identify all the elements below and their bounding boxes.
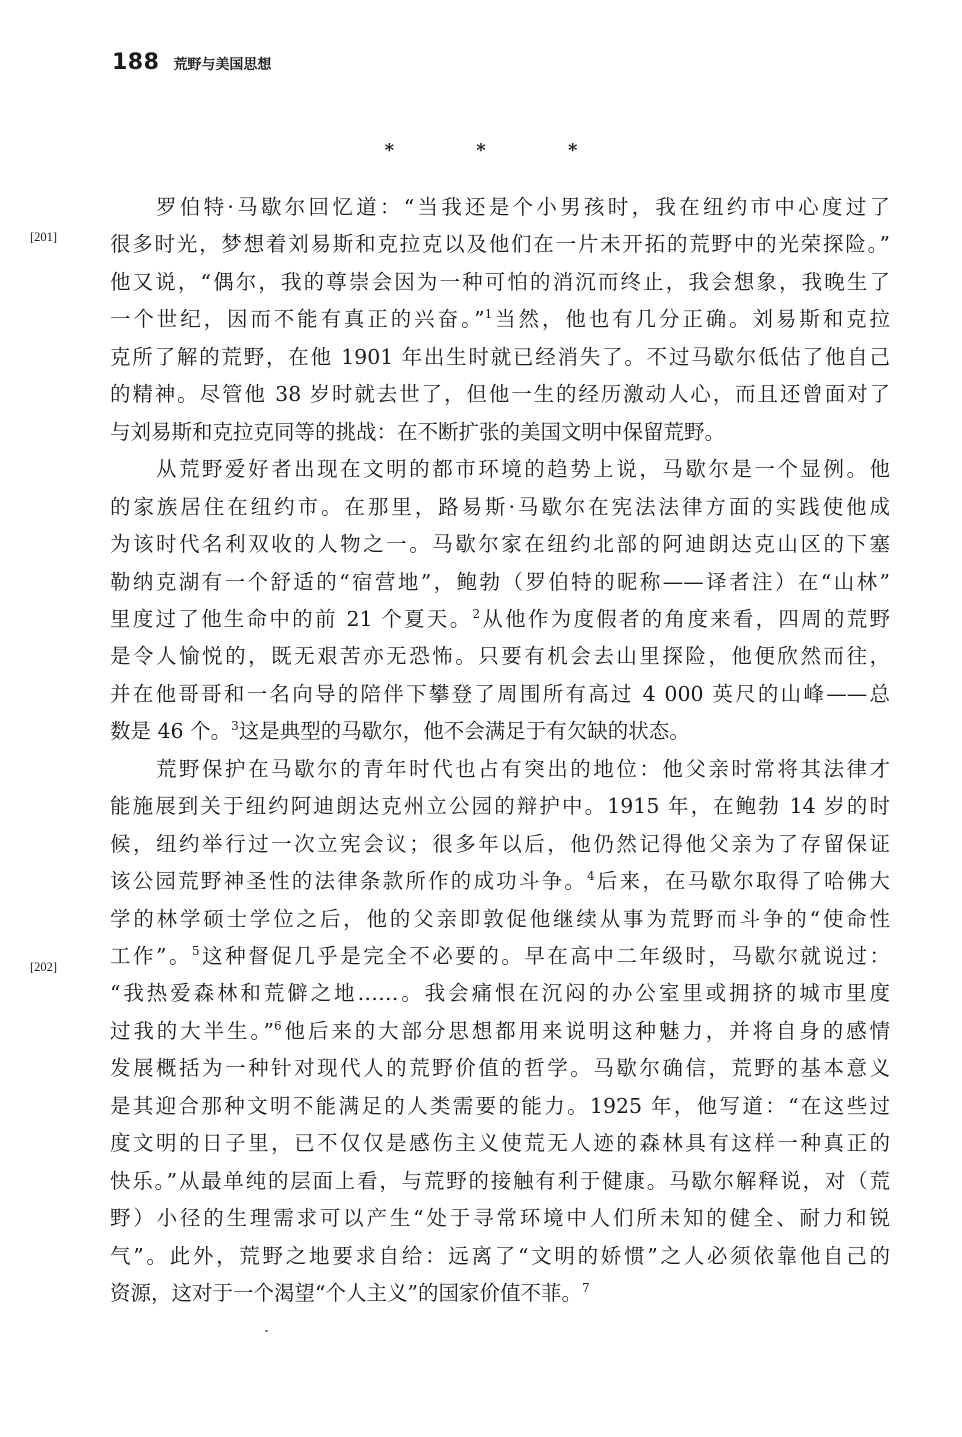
text-line — [110, 1051, 890, 1085]
line-text: 野）小径的生理需求可以产生“处于寻常环境中人们所未知的健全、耐力和锐 — [110, 1206, 890, 1231]
text-line — [110, 976, 890, 1010]
line-text: 该公园荒野神圣性的法律条款所作的成功斗争。 — [110, 869, 588, 894]
text-line — [110, 265, 890, 299]
line-text: 是其迎合那种文明不能满足的人类需要的能力。1925 年，他写道：“在这些过 — [110, 1093, 890, 1118]
line-text: 候，纽约举行过一次立宪会议；很多年以后，他仍然记得他父亲为了存留保证 — [110, 831, 890, 856]
page-header — [112, 50, 271, 75]
footnote-marker: 1 — [484, 307, 493, 322]
line-text-continued: 这种督促几乎是完全不必要的。早在高中二年级时，马歇尔就说过： — [199, 944, 891, 968]
line-text: “我热爱森林和荒僻之地……。我会痛恨在沉闷的办公室里或拥挤的城市里度 — [110, 981, 890, 1006]
line-text: 学的林学硕士学位之后，他的父亲即敦促他继续从事为荒野而斗争的“使命性 — [110, 906, 890, 931]
line-text: 一个世纪，因而不能有真正的兴奋。” — [110, 307, 485, 332]
line-text: 荒野保护在马歇尔的青年时代也占有突出的地位：他父亲时常将其法律才 — [156, 756, 890, 781]
margin-reference-201: [201] — [30, 230, 58, 244]
line-text: 度文明的日子里，已不仅仅是感伤主义使荒无人迹的森林具有这样一种真正的 — [110, 1131, 890, 1156]
running-title: 荒野与美国思想 — [173, 57, 272, 73]
text-line — [110, 1239, 890, 1273]
line-text-continued: 他后来的大部分思想都用来说明这种魅力，并将自身的感情 — [281, 1018, 890, 1043]
page-speck — [265, 1330, 268, 1332]
text-line — [110, 1089, 890, 1123]
line-text: 的精神。尽管他 38 岁时就去世了，但他一生的经历激动人心，而且还曾面对了 — [110, 382, 890, 407]
footnote-marker: 4 — [587, 869, 595, 884]
line-text-continued: 后来，在马歇尔取得了哈佛大 — [594, 869, 891, 894]
text-line — [110, 302, 890, 336]
text-line — [110, 490, 890, 524]
text-line — [110, 340, 890, 374]
line-text: 克所了解的荒野，在他 1901 年出生时就已经消失了。不过马歇尔低估了他自己 — [110, 344, 890, 369]
line-text: 的家族居住在纽约市。在那里，路易斯·马歇尔在宪法法律方面的实践使他成 — [110, 494, 890, 519]
line-text: 罗伯特·马歇尔回忆道：“当我还是个小男孩时，我在纽约市中心度过了 — [156, 195, 890, 219]
text-line — [156, 752, 890, 786]
line-text: 他又说，“偶尔，我的尊崇会因为一种可怕的消沉而终止，我会想象，我晚生了 — [110, 269, 890, 294]
line-text: 过我的大半生。” — [110, 1018, 275, 1043]
line-text: 并在他哥哥和一名向导的陪伴下攀登了周围所有高过 4 000 英尺的山峰——总 — [110, 681, 890, 706]
page-number: 188 — [112, 50, 160, 75]
text-line — [110, 1201, 890, 1235]
text-line — [110, 639, 890, 673]
text-line — [110, 1276, 590, 1310]
margin-reference-202: [202] — [30, 960, 58, 974]
line-text: 很多时光，梦想着刘易斯和克拉克以及他们在一片未开拓的荒野中的光荣探险。” — [110, 232, 890, 257]
footnote-marker: 5 — [192, 944, 200, 959]
text-line — [110, 864, 890, 898]
footnote-marker: 7 — [581, 1281, 590, 1296]
text-line — [110, 415, 725, 449]
text-line — [110, 902, 890, 936]
line-text: 从荒野爱好者出现在文明的都市环境的趋势上说，马歇尔是一个显例。他 — [156, 457, 890, 482]
text-line — [110, 227, 890, 261]
line-text-continued: 这是典型的马歇尔，他不会满足于有欠缺的状态。 — [238, 719, 690, 744]
line-text: 发展概括为一种针对现代人的荒野价值的哲学。马歇尔确信，荒野的基本意义 — [110, 1056, 890, 1081]
line-text: 里度过了他生命中的前 21 个夏天。 — [110, 606, 473, 631]
text-line — [156, 190, 890, 224]
text-line — [110, 939, 890, 973]
text-line — [110, 1126, 890, 1160]
text-line — [110, 1164, 890, 1198]
text-line — [110, 677, 890, 711]
section-separator: * * * — [384, 140, 616, 161]
line-text: 能施展到关于纽约阿迪朗达克州立公园的辩护中。1915 年，在鲍勃 14 岁的时 — [110, 794, 890, 819]
text-line — [110, 827, 890, 861]
text-line — [110, 377, 890, 411]
text-line — [110, 527, 890, 561]
line-text: 勒纳克湖有一个舒适的“宿营地”，鲍勃（罗伯特的昵称——译者注）在“山林” — [110, 569, 890, 594]
text-line — [110, 789, 890, 823]
text-line — [110, 565, 890, 599]
line-text: 工作”。 — [110, 944, 193, 968]
text-line — [110, 1014, 890, 1048]
line-text: 快乐。”从最单纯的层面上看，与荒野的接触有利于健康。马歇尔解释说，对（荒 — [110, 1168, 890, 1193]
text-line — [110, 602, 890, 636]
text-line — [110, 714, 690, 748]
footnote-marker: 2 — [472, 607, 481, 622]
line-text: 与刘易斯和克拉克同等的挑战：在不断扩张的美国文明中保留荒野。 — [110, 419, 725, 444]
footnote-marker: 6 — [274, 1019, 282, 1034]
line-text-continued: 当然，他也有几分正确。刘易斯和克拉 — [492, 307, 890, 332]
line-text: 数是 46 个。 — [110, 719, 232, 744]
line-text: 为该时代名利双收的人物之一。马歇尔家在纽约北部的阿迪朗达克山区的下塞 — [110, 532, 890, 557]
line-text-continued: 从他作为度假者的角度来看，四周的荒野 — [480, 606, 890, 631]
line-text: 资源，这对于一个渴望“个人主义”的国家价值不菲。 — [110, 1281, 582, 1306]
text-line — [156, 452, 890, 486]
line-text: 气”。此外，荒野之地要求自给：远离了“文明的娇惯”之人必须依靠他自己的 — [110, 1243, 890, 1268]
line-text: 是令人愉悦的，既无艰苦亦无恐怖。只要有机会去山里探险，他便欣然而往， — [110, 644, 890, 669]
footnote-marker: 3 — [231, 719, 239, 734]
